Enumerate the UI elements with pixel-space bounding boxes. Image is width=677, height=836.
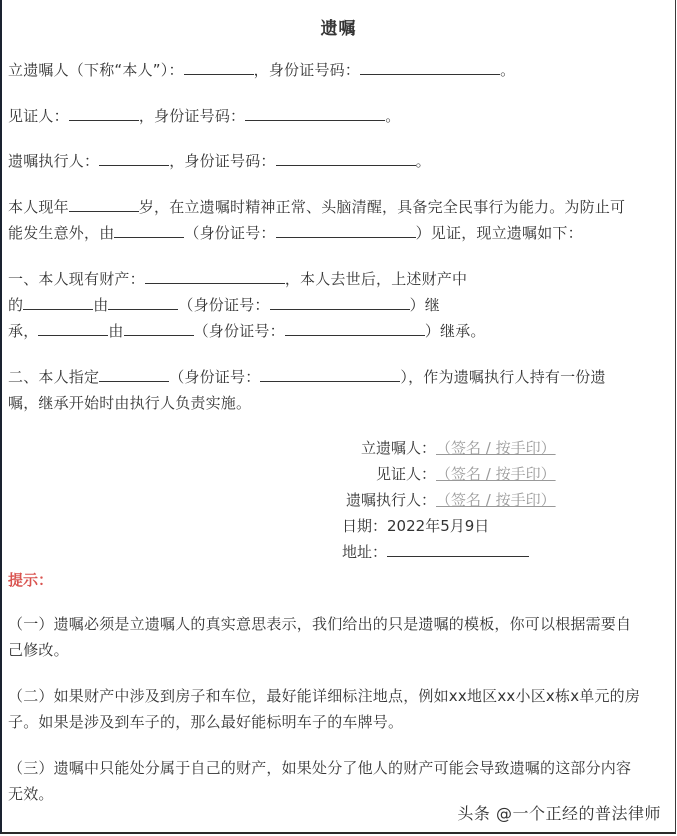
date-line: 日期：2022年5月9日: [342, 517, 490, 535]
date-value: 2022年5月9日: [387, 517, 490, 535]
tip-1-line-2: 己修改。: [8, 641, 69, 659]
tips-heading: 提示：: [8, 571, 54, 589]
witness-name-blank[interactable]: [69, 106, 139, 121]
heir-1-id-blank[interactable]: [270, 295, 410, 310]
clause1-line-3: 承， 由 （身份证号： ）继承。: [8, 322, 486, 340]
executor-name-blank[interactable]: [99, 151, 169, 166]
watermark: 头条 @一个正经的普法律师: [457, 804, 661, 823]
clause1-line-1: 一、本人现有财产： ，本人去世后，上述财产中: [8, 270, 468, 288]
heir-2-id-blank[interactable]: [285, 321, 425, 336]
testator-sign-field[interactable]: （签名 / 按手印）: [436, 439, 556, 457]
property-part-1-blank[interactable]: [23, 295, 93, 310]
heir-2-blank[interactable]: [124, 321, 194, 336]
signature-testator: 立遗嘱人：（签名 / 按手印）: [360, 439, 556, 457]
signature-witness: 见证人：（签名 / 按手印）: [375, 465, 556, 483]
appointed-executor-id-blank[interactable]: [260, 367, 400, 382]
tip-2-line-1: （二）如果财产中涉及到房子和车位，最好能详细标注地点，例如xx地区xx小区x栋x单元的房: [8, 687, 641, 705]
witness-sign-field[interactable]: （签名 / 按手印）: [436, 465, 556, 483]
age-blank[interactable]: [69, 197, 139, 212]
appointed-executor-blank[interactable]: [99, 367, 169, 382]
address-line: 地址：: [342, 542, 529, 562]
executor-sign-field[interactable]: （签名 / 按手印）: [436, 491, 556, 509]
testator-id-blank[interactable]: [360, 60, 500, 75]
executor-line: 遗嘱执行人： ，身份证号码： 。: [8, 152, 431, 170]
testator-line: 立遗嘱人（下称“本人”）： ，身份证号码： 。: [8, 61, 516, 79]
intro-witness-blank[interactable]: [114, 223, 184, 238]
document-title: 遗嘱: [320, 19, 357, 39]
intro-witness-id-blank[interactable]: [276, 223, 416, 238]
intro-line-1: 本人现年 岁，在立遗嘱时精神正常、头脑清醒，具备完全民事行为能力。为防止可: [8, 198, 626, 216]
property-blank[interactable]: [145, 269, 285, 284]
tip-3-line-1: （三）遗嘱中只能处分属于自己的财产，如果处分了他人的财产可能会导致遗嘱的这部分内容: [8, 759, 632, 777]
intro-line-2: 能发生意外，由 （身份证号： ）见证，现立遗嘱如下：: [8, 224, 583, 242]
clause2-line-1: 二、本人指定 （身份证号： ），作为遗嘱执行人持有一份遗: [8, 368, 606, 386]
address-blank[interactable]: [387, 542, 529, 557]
tip-3-line-2: 无效。: [8, 785, 54, 803]
tip-2-line-2: 子。如果是涉及到车子的，那么最好能标明车子的车牌号。: [8, 713, 404, 731]
clause1-line-2: 的 由 （身份证号： ）继: [8, 296, 441, 314]
executor-id-blank[interactable]: [276, 151, 416, 166]
witness-id-blank[interactable]: [245, 106, 385, 121]
testator-name-blank[interactable]: [184, 60, 254, 75]
signature-executor: 遗嘱执行人：（签名 / 按手印）: [345, 491, 556, 509]
witness-line: 见证人： ，身份证号码： 。: [8, 107, 401, 125]
clause2-line-2: 嘱，继承开始时由执行人负责实施。: [8, 394, 252, 412]
property-part-2-blank[interactable]: [38, 321, 108, 336]
heir-1-blank[interactable]: [108, 295, 178, 310]
tip-1-line-1: （一）遗嘱必须是立遗嘱人的真实意思表示，我们给出的只是遗嘱的模板，你可以根据需要自: [8, 615, 632, 633]
